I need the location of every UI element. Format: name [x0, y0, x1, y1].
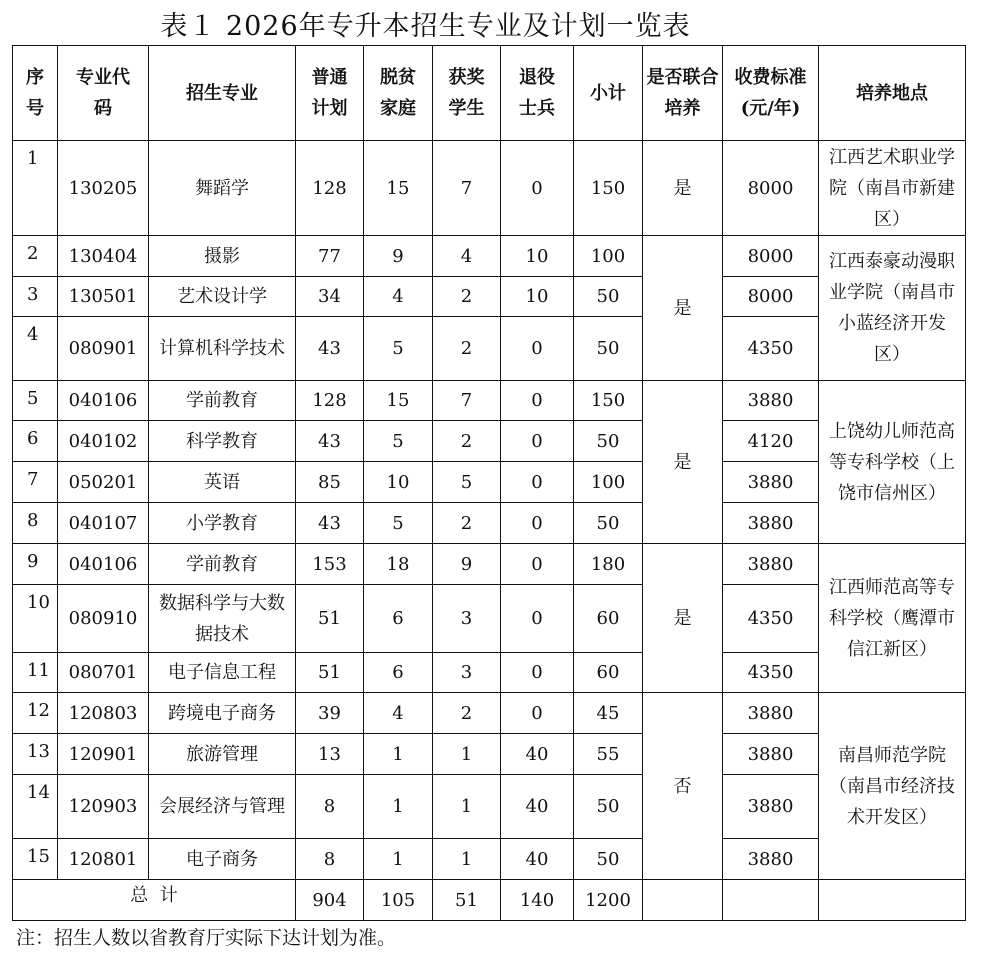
joint-training-cell: 是	[643, 141, 723, 236]
code-cell: 130205	[58, 141, 149, 236]
header-award: 获奖学生	[433, 46, 501, 141]
subtotal-cell: 100	[574, 462, 643, 503]
joint-training-cell: 是	[643, 236, 723, 381]
veteran-cell: 0	[501, 503, 574, 544]
regular-cell: 43	[296, 421, 364, 462]
regular-cell: 153	[296, 544, 364, 585]
table-row	[13, 693, 966, 734]
code-cell: 050201	[58, 462, 149, 503]
award-cell: 2	[433, 693, 501, 734]
total-row	[13, 880, 966, 921]
award-cell: 3	[433, 653, 501, 693]
fee-cell: 3880	[723, 544, 819, 585]
seq-cell: 13	[13, 734, 58, 775]
fee-cell: 4350	[723, 317, 819, 381]
regular-cell: 34	[296, 277, 364, 317]
regular-cell: 39	[296, 693, 364, 734]
table-row	[13, 141, 966, 236]
subtotal-cell: 100	[574, 236, 643, 277]
code-cell: 080901	[58, 317, 149, 381]
fee-cell: 3880	[723, 693, 819, 734]
major-cell: 舞蹈学	[149, 141, 296, 236]
seq-cell: 4	[13, 317, 58, 381]
award-cell: 4	[433, 236, 501, 277]
seq-cell: 1	[13, 141, 58, 236]
poverty-cell: 6	[364, 653, 433, 693]
major-cell: 会展经济与管理	[149, 775, 296, 839]
header-subtotal: 小计	[574, 46, 643, 141]
regular-cell: 128	[296, 381, 364, 421]
award-cell: 1	[433, 775, 501, 839]
veteran-cell: 10	[501, 277, 574, 317]
subtotal-cell: 60	[574, 585, 643, 653]
footnote: 注：招生人数以省教育厅实际下达计划为准。	[16, 927, 397, 949]
seq-cell: 8	[13, 503, 58, 544]
poverty-cell: 9	[364, 236, 433, 277]
seq-cell: 15	[13, 839, 58, 880]
seq-cell: 6	[13, 421, 58, 462]
veteran-cell: 0	[501, 544, 574, 585]
header-row	[13, 46, 966, 141]
location-cell: 江西师范高等专科学校（鹰潭市信江新区）	[819, 544, 966, 693]
fee-cell: 3880	[723, 734, 819, 775]
total-poverty: 105	[364, 880, 433, 921]
code-cell: 080910	[58, 585, 149, 653]
regular-cell: 43	[296, 503, 364, 544]
code-cell: 130404	[58, 236, 149, 277]
award-cell: 3	[433, 585, 501, 653]
veteran-cell: 0	[501, 693, 574, 734]
header-joint: 是否联合培养	[643, 46, 723, 141]
poverty-cell: 5	[364, 317, 433, 381]
seq-cell: 11	[13, 653, 58, 693]
poverty-cell: 6	[364, 585, 433, 653]
poverty-cell: 18	[364, 544, 433, 585]
subtotal-cell: 45	[574, 693, 643, 734]
location-cell: 南昌师范学院（南昌市经济技术开发区）	[819, 693, 966, 880]
major-cell: 旅游管理	[149, 734, 296, 775]
code-cell: 130501	[58, 277, 149, 317]
subtotal-cell: 50	[574, 775, 643, 839]
major-cell: 跨境电子商务	[149, 693, 296, 734]
code-cell: 080701	[58, 653, 149, 693]
veteran-cell: 0	[501, 317, 574, 381]
award-cell: 1	[433, 839, 501, 880]
header-veteran: 退役士兵	[501, 46, 574, 141]
fee-cell: 4350	[723, 585, 819, 653]
veteran-cell: 40	[501, 734, 574, 775]
award-cell: 2	[433, 277, 501, 317]
joint-training-cell: 否	[643, 693, 723, 880]
award-cell: 5	[433, 462, 501, 503]
veteran-cell: 0	[501, 141, 574, 236]
empty-cell	[723, 880, 819, 921]
regular-cell: 77	[296, 236, 364, 277]
header-major: 招生专业	[149, 46, 296, 141]
header-poverty: 脱贫家庭	[364, 46, 433, 141]
header-regular: 普通计划	[296, 46, 364, 141]
poverty-cell: 1	[364, 839, 433, 880]
subtotal-cell: 60	[574, 653, 643, 693]
regular-cell: 43	[296, 317, 364, 381]
subtotal-cell: 50	[574, 839, 643, 880]
code-cell: 120803	[58, 693, 149, 734]
header-location: 培养地点	[819, 46, 966, 141]
location-cell: 江西艺术职业学院（南昌市新建区）	[819, 141, 966, 236]
subtotal-cell: 50	[574, 277, 643, 317]
regular-cell: 85	[296, 462, 364, 503]
award-cell: 2	[433, 421, 501, 462]
subtotal-cell: 180	[574, 544, 643, 585]
seq-cell: 7	[13, 462, 58, 503]
fee-cell: 8000	[723, 236, 819, 277]
major-cell: 艺术设计学	[149, 277, 296, 317]
major-cell: 数据科学与大数据技术	[149, 585, 296, 653]
fee-cell: 3880	[723, 381, 819, 421]
major-cell: 电子信息工程	[149, 653, 296, 693]
regular-cell: 51	[296, 653, 364, 693]
fee-cell: 8000	[723, 277, 819, 317]
veteran-cell: 0	[501, 381, 574, 421]
major-cell: 学前教育	[149, 544, 296, 585]
regular-cell: 13	[296, 734, 364, 775]
header-fee: 收费标准(元/年)	[723, 46, 819, 141]
fee-cell: 3880	[723, 503, 819, 544]
seq-cell: 12	[13, 693, 58, 734]
seq-cell: 3	[13, 277, 58, 317]
award-cell: 7	[433, 141, 501, 236]
poverty-cell: 5	[364, 503, 433, 544]
fee-cell: 3880	[723, 775, 819, 839]
poverty-cell: 1	[364, 734, 433, 775]
code-cell: 120903	[58, 775, 149, 839]
location-cell: 上饶幼儿师范高等专科学校（上饶市信州区）	[819, 381, 966, 544]
joint-training-cell: 是	[643, 381, 723, 544]
subtotal-cell: 150	[574, 381, 643, 421]
code-cell: 120901	[58, 734, 149, 775]
subtotal-cell: 50	[574, 421, 643, 462]
header-code: 专业代码	[58, 46, 149, 141]
veteran-cell: 0	[501, 462, 574, 503]
award-cell: 2	[433, 503, 501, 544]
header-seq: 序号	[13, 46, 58, 141]
award-cell: 7	[433, 381, 501, 421]
fee-cell: 8000	[723, 141, 819, 236]
code-cell: 040106	[58, 381, 149, 421]
table-row	[13, 381, 966, 421]
joint-training-cell: 是	[643, 544, 723, 693]
veteran-cell: 40	[501, 775, 574, 839]
seq-cell: 10	[13, 585, 58, 653]
total-award: 51	[433, 880, 501, 921]
major-cell: 学前教育	[149, 381, 296, 421]
regular-cell: 8	[296, 775, 364, 839]
award-cell: 1	[433, 734, 501, 775]
regular-cell: 128	[296, 141, 364, 236]
code-cell: 120801	[58, 839, 149, 880]
fee-cell: 3880	[723, 462, 819, 503]
poverty-cell: 5	[364, 421, 433, 462]
major-cell: 电子商务	[149, 839, 296, 880]
code-cell: 040102	[58, 421, 149, 462]
total-regular: 904	[296, 880, 364, 921]
award-cell: 2	[433, 317, 501, 381]
seq-cell: 9	[13, 544, 58, 585]
major-cell: 科学教育	[149, 421, 296, 462]
code-cell: 040107	[58, 503, 149, 544]
subtotal-cell: 50	[574, 503, 643, 544]
seq-cell: 5	[13, 381, 58, 421]
poverty-cell: 15	[364, 141, 433, 236]
major-cell: 英语	[149, 462, 296, 503]
code-cell: 040106	[58, 544, 149, 585]
subtotal-cell: 50	[574, 317, 643, 381]
veteran-cell: 10	[501, 236, 574, 277]
poverty-cell: 1	[364, 775, 433, 839]
poverty-cell: 15	[364, 381, 433, 421]
major-cell: 摄影	[149, 236, 296, 277]
total-label: 总 计	[13, 880, 296, 921]
seq-cell: 14	[13, 775, 58, 839]
fee-cell: 3880	[723, 839, 819, 880]
veteran-cell: 0	[501, 585, 574, 653]
table-row	[13, 236, 966, 277]
enrollment-plan-table	[12, 45, 966, 921]
poverty-cell: 4	[364, 277, 433, 317]
table-body	[13, 141, 966, 921]
seq-cell: 2	[13, 236, 58, 277]
regular-cell: 8	[296, 839, 364, 880]
total-subtotal: 1200	[574, 880, 643, 921]
poverty-cell: 4	[364, 693, 433, 734]
major-cell: 小学教育	[149, 503, 296, 544]
table-title: 表１ 2026年专升本招生专业及计划一览表	[160, 11, 691, 42]
subtotal-cell: 55	[574, 734, 643, 775]
fee-cell: 4350	[723, 653, 819, 693]
fee-cell: 4120	[723, 421, 819, 462]
veteran-cell: 0	[501, 653, 574, 693]
empty-cell	[643, 880, 723, 921]
subtotal-cell: 150	[574, 141, 643, 236]
regular-cell: 51	[296, 585, 364, 653]
poverty-cell: 10	[364, 462, 433, 503]
major-cell: 计算机科学技术	[149, 317, 296, 381]
empty-cell	[819, 880, 966, 921]
location-cell: 江西泰豪动漫职业学院（南昌市小蓝经济开发区）	[819, 236, 966, 381]
award-cell: 9	[433, 544, 501, 585]
total-veteran: 140	[501, 880, 574, 921]
table-row	[13, 544, 966, 585]
veteran-cell: 40	[501, 839, 574, 880]
veteran-cell: 0	[501, 421, 574, 462]
